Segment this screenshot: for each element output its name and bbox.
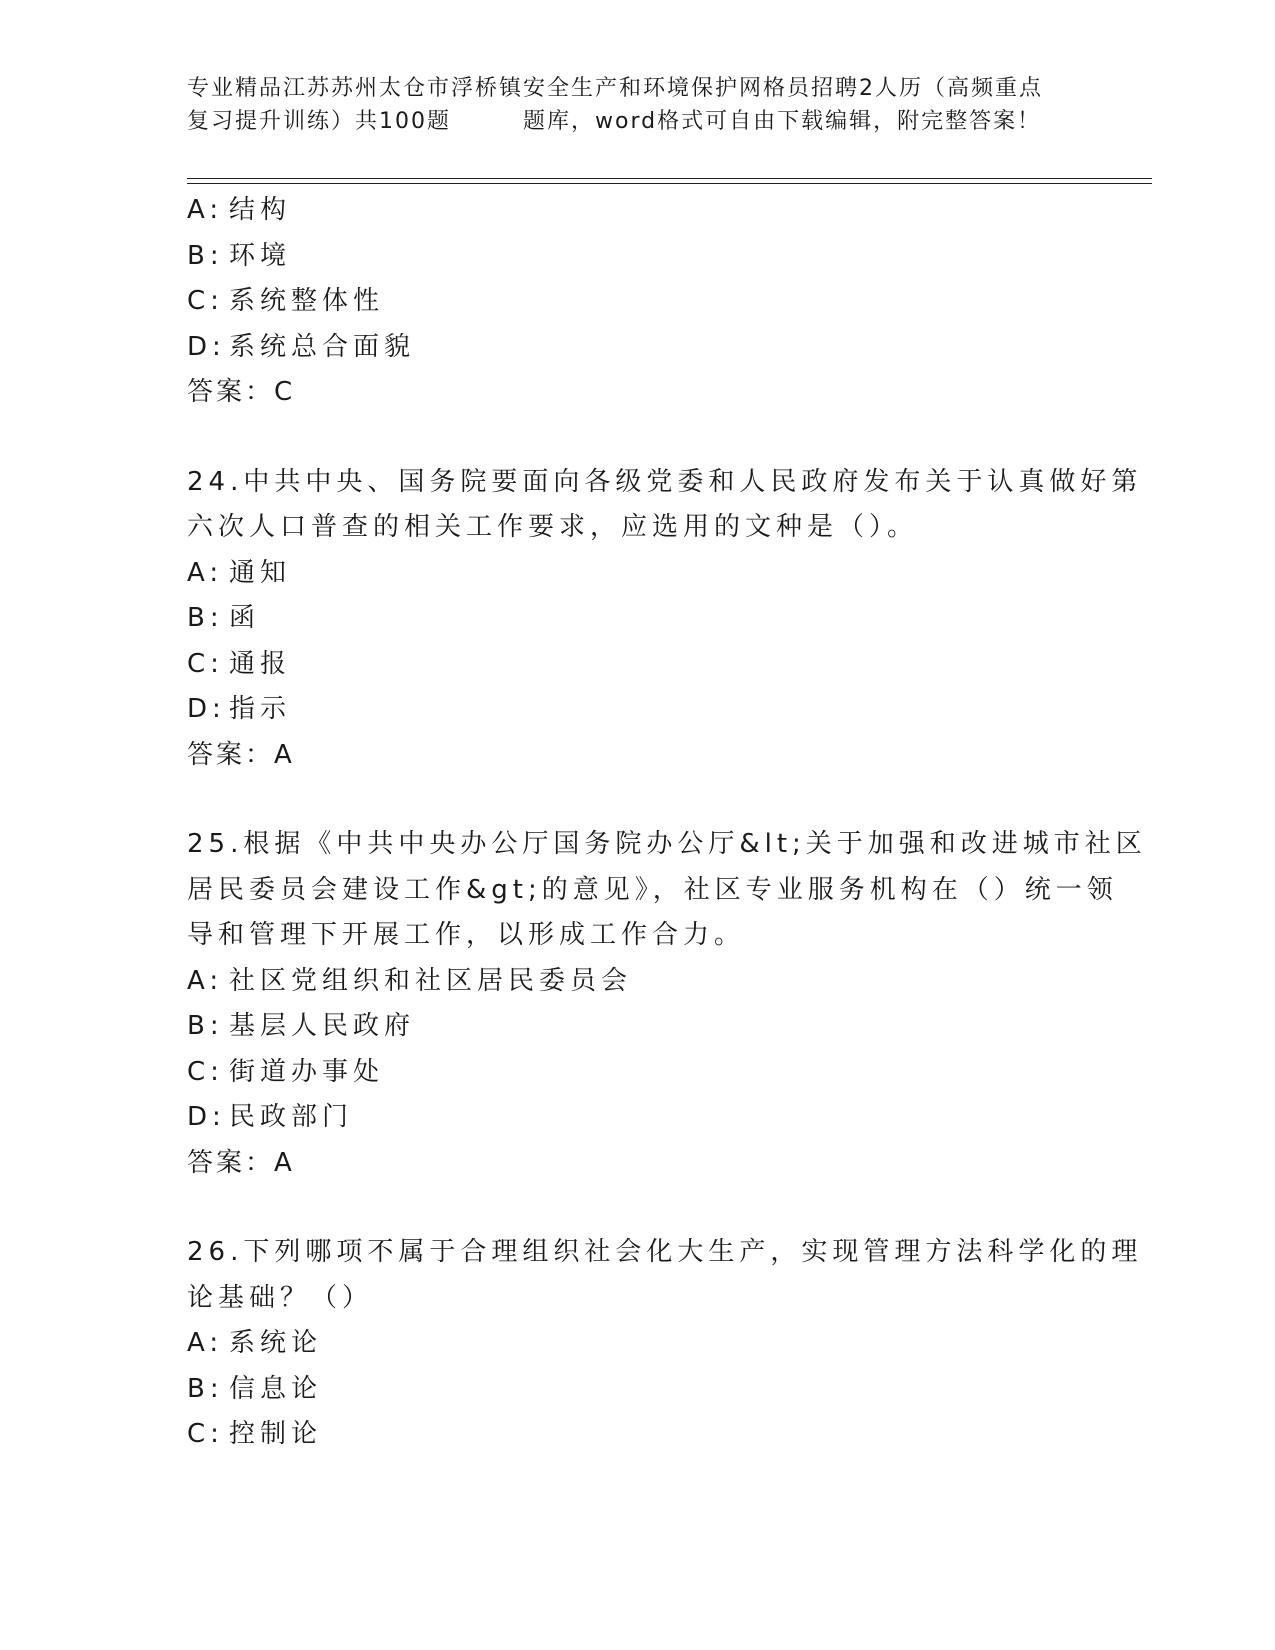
- answer-line: 答案：A: [187, 1147, 295, 1178]
- option-text: 函: [229, 603, 261, 633]
- option-text: 系统整体性: [229, 286, 385, 316]
- option-text: 环境: [229, 240, 292, 271]
- question-stem: [187, 822, 1147, 959]
- option-d: [187, 687, 1087, 733]
- option-c: [187, 279, 1087, 325]
- option-a: [187, 959, 1087, 1005]
- option-text: 控制论: [229, 1419, 323, 1449]
- option-c: [187, 642, 1087, 688]
- option-text: 社区党组织和社区居民委员会: [229, 965, 633, 996]
- stem-line: 24.中共中央、国务院要面向各级党委和人民政府发布关于认真做好第: [187, 466, 1143, 497]
- option-key: A:: [187, 965, 224, 996]
- option-text: 通知: [229, 557, 292, 588]
- option-a: [187, 551, 1087, 597]
- option-a: [187, 188, 1087, 234]
- option-b: [187, 596, 1087, 642]
- option-b: [187, 234, 1087, 280]
- option-text: 基层人民政府: [229, 1011, 416, 1041]
- option-key: B:: [187, 240, 224, 271]
- stem-line: 26.下列哪项不属于合理组织社会化大生产，实现管理方法科学化的理: [187, 1237, 1143, 1267]
- answer-line: 答案：A: [187, 739, 295, 770]
- option-key: C:: [187, 1419, 224, 1449]
- option-text: 街道办事处: [229, 1056, 385, 1087]
- option-text: 民政部门: [229, 1102, 354, 1132]
- option-text: 系统总合面貌: [229, 331, 416, 362]
- option-d: [187, 325, 1087, 371]
- question-25: [187, 822, 1147, 1186]
- option-key: A:: [187, 557, 224, 588]
- option-key: D:: [187, 331, 226, 362]
- option-key: B:: [187, 1373, 224, 1404]
- option-key: D:: [187, 694, 226, 724]
- question-24: [187, 460, 1143, 779]
- option-key: C:: [187, 648, 224, 679]
- option-key: B:: [187, 1011, 224, 1041]
- answer-line: 答案：C: [187, 377, 296, 407]
- option-key: D:: [187, 1102, 226, 1132]
- option-d: [187, 1095, 1087, 1141]
- option-b: [187, 1367, 1087, 1413]
- question-stem: [187, 460, 1143, 551]
- question-23: [187, 188, 1087, 416]
- option-c: [187, 1412, 1087, 1458]
- stem-line: 六次人口普查的相关工作要求，应选用的文种是（）。: [187, 512, 919, 542]
- stem-line: 导和管理下开展工作，以形成工作合力。: [187, 920, 746, 950]
- option-key: C:: [187, 1056, 224, 1087]
- option-text: 信息论: [229, 1373, 323, 1404]
- option-a: [187, 1321, 1087, 1367]
- option-text: 系统论: [229, 1328, 323, 1358]
- option-text: 指示: [229, 694, 292, 724]
- header-divider-top: [187, 178, 1152, 179]
- question-26: [187, 1230, 1143, 1458]
- option-key: B:: [187, 603, 224, 633]
- question-stem: [187, 1230, 1143, 1321]
- option-key: C:: [187, 286, 224, 316]
- option-key: A:: [187, 1328, 224, 1358]
- stem-line: 居民委员会建设工作&gt;的意见》，社区专业服务机构在（）统一领: [187, 874, 1118, 905]
- option-c: [187, 1050, 1087, 1096]
- option-text: 通报: [229, 648, 292, 679]
- header-line-1: 专业精品江苏苏州太仓市浮桥镇安全生产和环境保护网格员招聘2人历（高频重点: [187, 76, 1043, 101]
- header-divider-bottom: [187, 183, 1152, 184]
- stem-line: 25.根据《中共中央办公厅国务院办公厅&lt;关于加强和改进城市社区: [187, 829, 1147, 859]
- option-text: 结构: [229, 195, 292, 225]
- document-header: [187, 72, 1087, 138]
- stem-line: 论基础？（）: [187, 1282, 374, 1313]
- question-list: [187, 188, 1147, 1458]
- option-key: A:: [187, 195, 224, 225]
- option-b: [187, 1004, 1087, 1050]
- header-line-2: 复习提升训练）共100题 题库，word格式可自由下载编辑，附完整答案！: [187, 109, 1042, 134]
